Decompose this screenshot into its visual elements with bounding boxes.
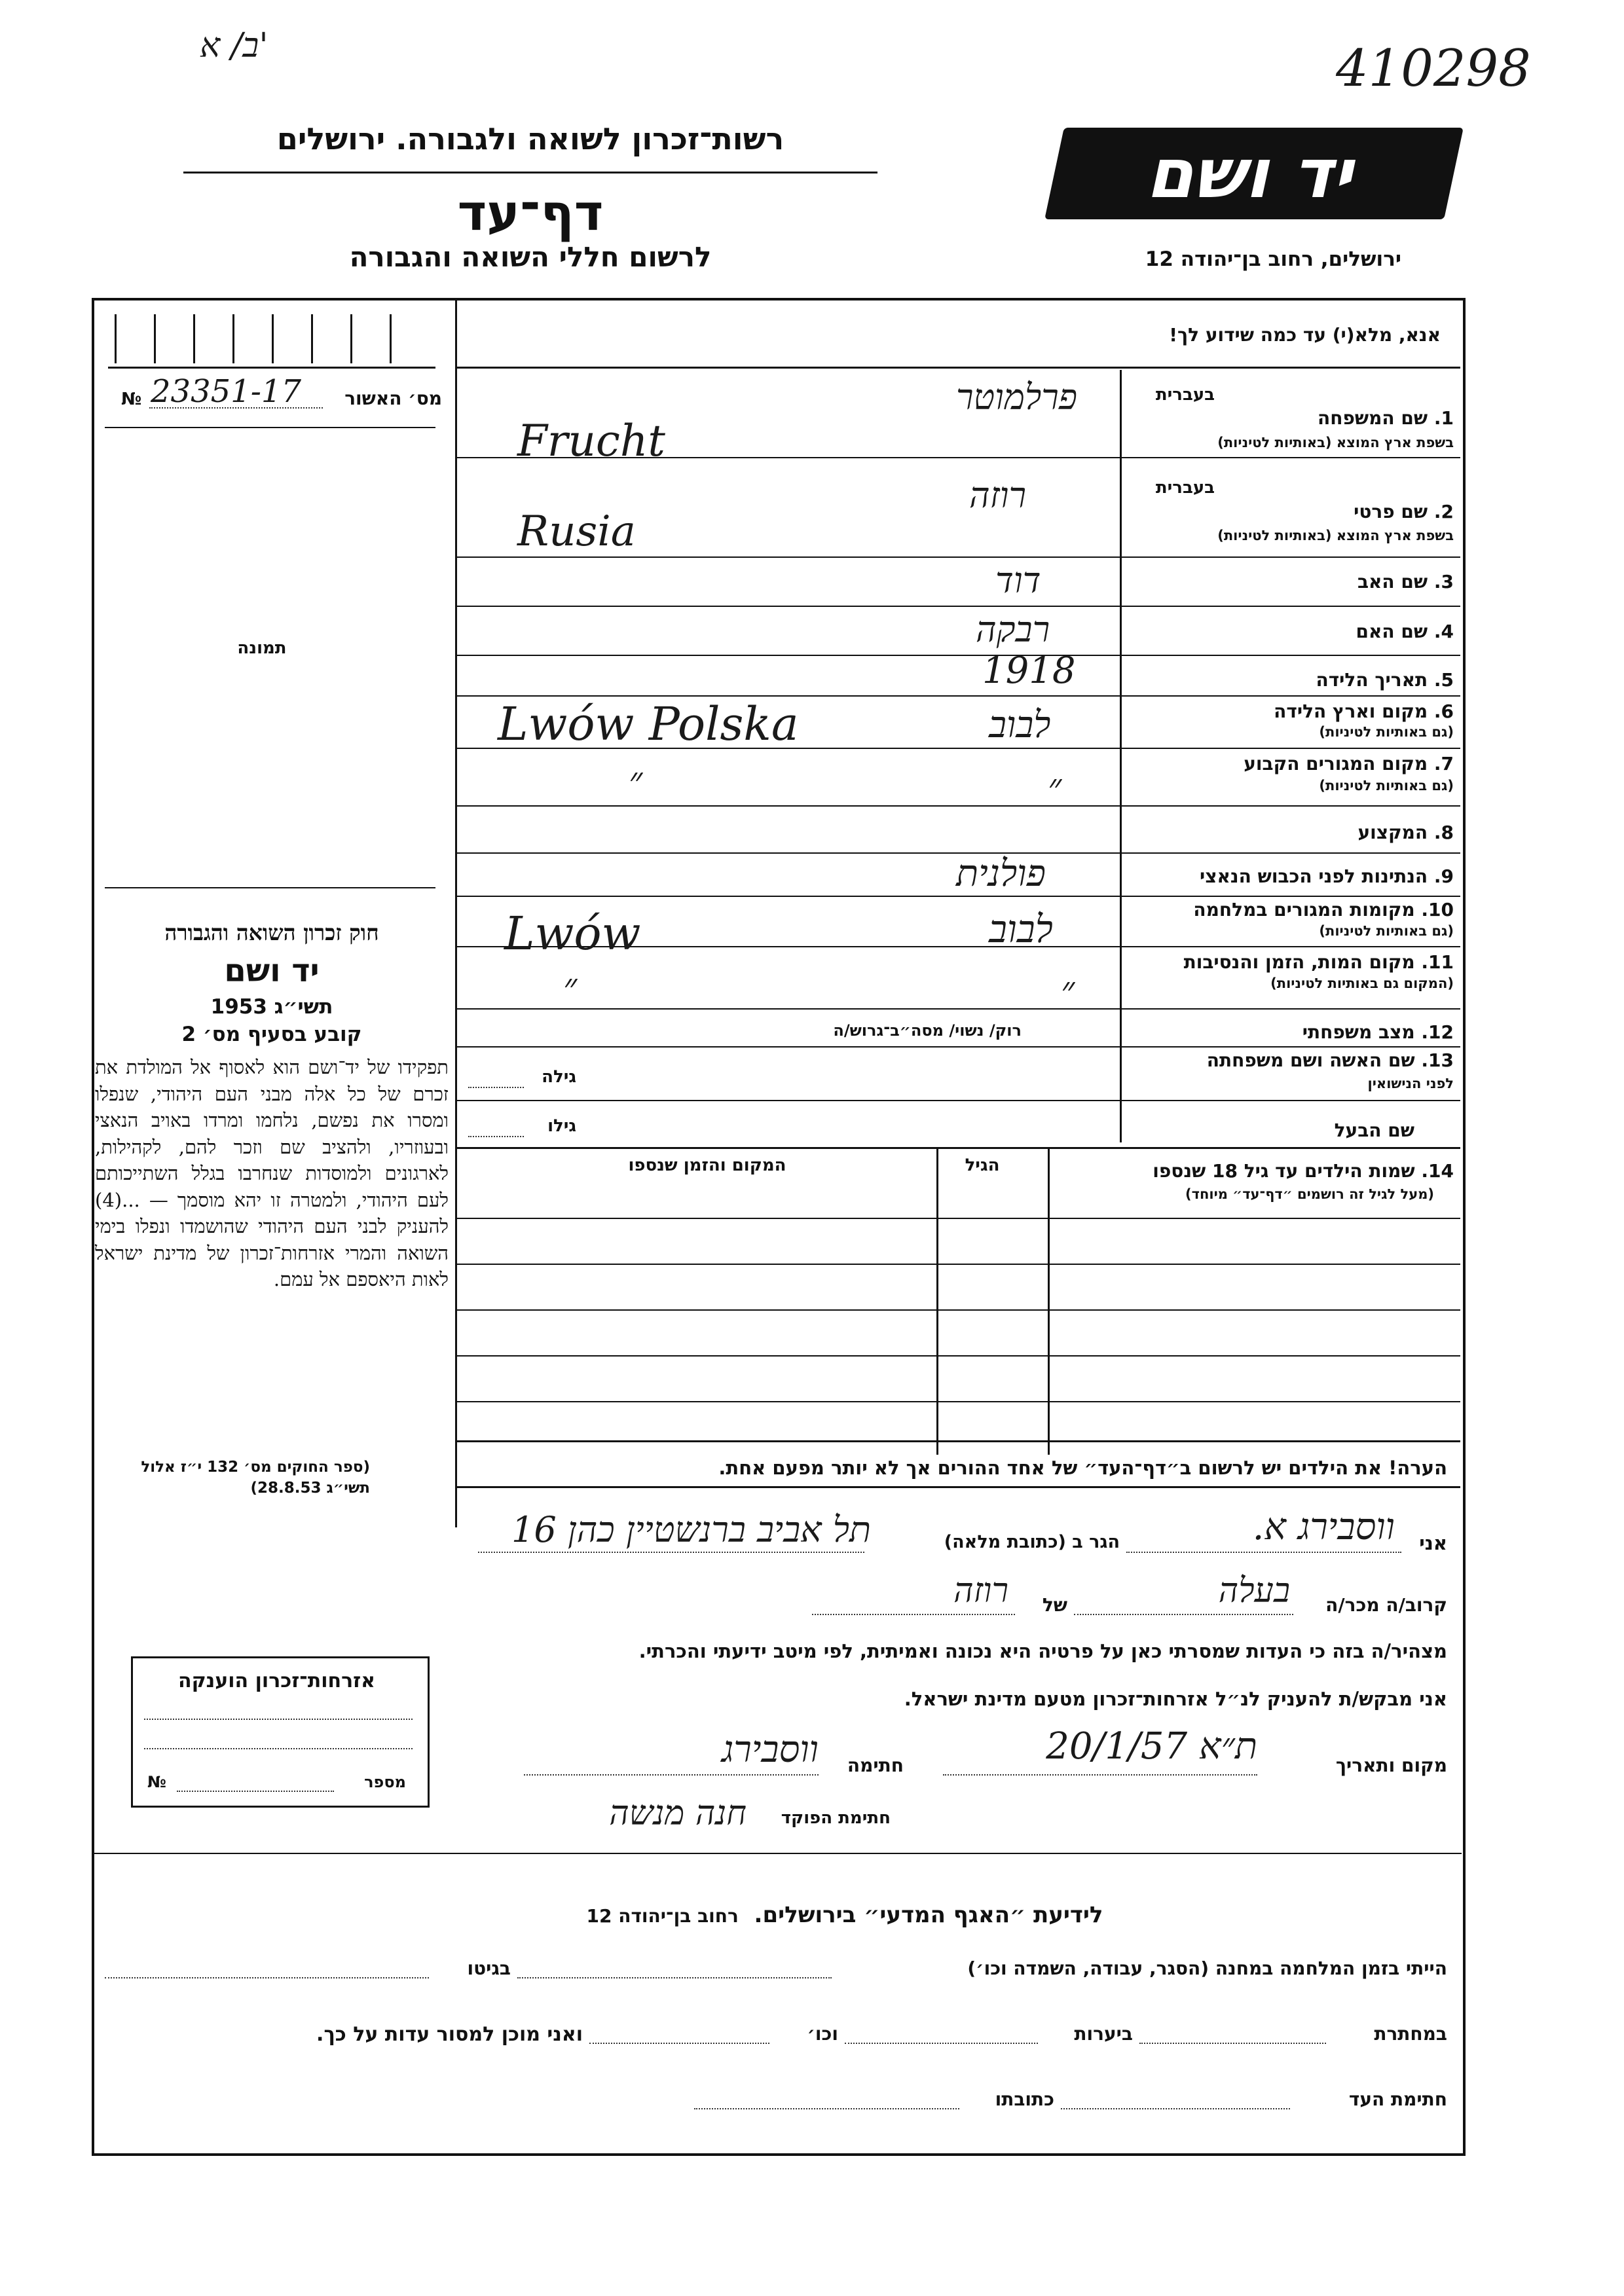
row-3-bottom xyxy=(456,606,1460,607)
decl-relation-line xyxy=(1074,1614,1293,1615)
children-col-1 xyxy=(1048,1147,1050,1455)
field-12-label xyxy=(1126,1021,1454,1043)
left-column-border xyxy=(455,299,457,1527)
field-13-text: שם האשה ושם משפחתה xyxy=(1206,1049,1415,1071)
field-7-label xyxy=(1126,753,1454,774)
info-witness-signature-line xyxy=(1061,2108,1290,2109)
row-13-bottom xyxy=(456,1100,1460,1101)
husband-label: שם הבעל xyxy=(1334,1120,1414,1141)
in-hebrew-2: בעברית xyxy=(1155,478,1215,498)
remark: הערה! את הילדים יש לרשום ב״דף־העד״ של אחד ההורים אך לא יותר מפעם אחת. xyxy=(718,1457,1447,1479)
info-ghetto-label: בגיטו xyxy=(467,1958,511,1979)
field-13-note: לפני הנישואין xyxy=(1367,1076,1454,1091)
children-text: שמות הילדים עד גיל 18 שנספו xyxy=(1153,1160,1415,1182)
citizenship-box-number-suffix: № xyxy=(147,1773,166,1791)
info-address-label: כתובתו xyxy=(995,2088,1054,2110)
wife-age-line xyxy=(468,1087,524,1088)
children-age-header: הגיל xyxy=(965,1156,1000,1175)
intro-bottom xyxy=(456,367,1460,369)
law-title: חוק זכרון השואה והגבורה xyxy=(164,920,379,945)
children-number: 14. xyxy=(1421,1160,1454,1182)
field-12-text: מצב משפחתי xyxy=(1302,1021,1415,1043)
field-8-text: המקצוע xyxy=(1357,822,1428,843)
decl-request: אני מבקש/ת להעניק לנ״ל אזרחות־זכרון מטעם מדינת ישראל. xyxy=(904,1688,1447,1710)
decl-place-date-label: מקום ותאריך xyxy=(1335,1755,1447,1776)
death-place-latin: ״ xyxy=(563,966,578,1008)
field-4-label xyxy=(1126,621,1454,642)
children-table-bottom xyxy=(456,1440,1460,1442)
field-11-text: מקום המות, הזמן והנסיבות xyxy=(1183,951,1415,973)
field-6-label xyxy=(1126,701,1454,722)
citizenship-box-number-line xyxy=(177,1791,334,1792)
children-col-2 xyxy=(936,1147,938,1455)
decl-place-date-line xyxy=(943,1774,1257,1776)
decl-signature-label: חתימה xyxy=(847,1755,904,1776)
info-top xyxy=(93,1853,1462,1854)
info-title-text: לידיעת ״האגף המדעי״ בירושלים. xyxy=(754,1902,1103,1928)
decl-ani: אני xyxy=(1419,1532,1447,1554)
first-name-hebrew: רוזה xyxy=(969,475,1027,516)
form-subtitle: לרשום חללי השואה והגבורה xyxy=(349,241,712,273)
field-2-text: שם פרטי xyxy=(1354,501,1428,522)
header-underline xyxy=(183,172,877,173)
approval-ticks xyxy=(108,308,435,369)
field-1-note: בשפת ארץ המוצא (באותיות לטיניות) xyxy=(1217,435,1454,450)
field-10-label xyxy=(1126,899,1454,920)
row-5-bottom xyxy=(456,695,1460,697)
field-label-column-border xyxy=(1120,370,1122,1142)
remark-bottom xyxy=(456,1486,1460,1488)
field-2-number: 2. xyxy=(1433,501,1454,522)
in-hebrew-1: בעברית xyxy=(1155,385,1215,405)
field-4-text: שם האם xyxy=(1356,621,1428,642)
authority-name: רשות־זכרון לשואה ולגבורה. ירושלים xyxy=(276,121,784,156)
photo-label: תמונה xyxy=(237,638,287,658)
children-note: (מעל לגיל זה רושמים ״דף־עד״ מיוחד) xyxy=(1185,1186,1434,1202)
first-name-latin: Rusia xyxy=(517,507,636,556)
field-11-label xyxy=(1126,951,1454,973)
field-7-number: 7. xyxy=(1433,753,1454,774)
field-11-number: 11. xyxy=(1421,951,1454,973)
info-etc-label: וכו׳ xyxy=(807,2023,838,2045)
photo-bottom xyxy=(105,887,435,888)
decl-of-line xyxy=(812,1614,1015,1615)
husband-age-line xyxy=(468,1136,524,1137)
decl-resides xyxy=(864,1532,1120,1552)
logo-text: יד ושם xyxy=(1142,134,1366,213)
decl-name: ווסבירג א. xyxy=(1252,1506,1395,1548)
field-1-number: 1. xyxy=(1433,407,1454,429)
info-forests-label: ביערות xyxy=(1074,2023,1133,2045)
law-year: תשי״ג 1953 xyxy=(210,995,333,1019)
row-2-bottom xyxy=(456,556,1460,558)
field-10-note: (גם באותיות לטיניות) xyxy=(1319,923,1454,939)
decl-officer-signature: חנה מנשה xyxy=(609,1794,747,1833)
birthplace-latin: Lwów Polska xyxy=(498,697,799,751)
field-9-number: 9. xyxy=(1433,866,1454,887)
nationality: פולנית xyxy=(956,852,1046,895)
decl-relative: קרוב/ה מכר/ה xyxy=(1325,1594,1447,1616)
wartime-residence-hebrew: לבוב xyxy=(989,907,1053,951)
info-ghetto-line xyxy=(105,1977,429,1978)
field-13-label xyxy=(1126,1049,1454,1071)
approval-number: 23351-17 xyxy=(151,373,301,410)
field-2-label xyxy=(1126,501,1454,522)
citizenship-box-number-label: מספר xyxy=(364,1773,406,1791)
decl-relation: בעלה xyxy=(1218,1571,1290,1611)
field-5-number: 5. xyxy=(1433,669,1454,691)
children-row-4 xyxy=(456,1355,1460,1357)
children-label xyxy=(1054,1160,1454,1182)
decl-signature: ווסבירג xyxy=(721,1728,819,1771)
death-place-hebrew: ״ xyxy=(1061,969,1075,1011)
father-name: דוד xyxy=(995,560,1041,601)
field-8-number: 8. xyxy=(1433,822,1454,843)
decl-officer-label: חתימת הפוקד xyxy=(781,1808,891,1828)
citizenship-box-line-2 xyxy=(144,1748,413,1749)
info-camp-label: הייתי בזמן המלחמה במחנה (הסגר, עבודה, השמדה וכו׳) xyxy=(967,1958,1447,1979)
field-6-text: מקום וארץ הלידה xyxy=(1274,701,1428,722)
law-name: יד ושם xyxy=(224,953,320,989)
residence-hebrew: ״ xyxy=(1048,766,1062,809)
field-3-text: שם האב xyxy=(1357,571,1428,592)
decl-place-date: ת״א 20/1/57 xyxy=(1046,1725,1257,1768)
field-2-note: בשפת ארץ המוצא (באותיות לטיניות) xyxy=(1217,528,1454,543)
field-13-number: 13. xyxy=(1421,1049,1454,1071)
field-6-note: (גם באותיות לטיניות) xyxy=(1319,724,1454,740)
residence-latin: ״ xyxy=(629,759,643,802)
field-10-number: 10. xyxy=(1421,899,1454,920)
law-source: (ספר החוקים מס׳ 132 י״ז אלול תשי״ג 28.8.53) xyxy=(141,1459,370,1497)
marital-status-options: רוק/ נשוי/ מסה״ב־גרוש/ה xyxy=(833,1021,1022,1040)
decl-of: של xyxy=(1042,1594,1067,1616)
field-7-text: מקום המגורים הקבוע xyxy=(1244,753,1428,774)
info-title xyxy=(498,1902,1192,1928)
approval-number-line xyxy=(149,407,323,409)
husband-age-label: גילו xyxy=(547,1116,576,1136)
law-section: קובע בסעיף מס׳ 2 xyxy=(181,1023,362,1046)
wartime-residence-latin: Lwów xyxy=(504,907,641,960)
children-row-2 xyxy=(456,1264,1460,1265)
birthplace-hebrew: לבוב xyxy=(989,704,1051,746)
yad-vashem-logo xyxy=(1044,128,1464,219)
field-6-number: 6. xyxy=(1433,701,1454,722)
field-10-text: מקומות המגורים במלחמה xyxy=(1193,899,1415,920)
field-7-note: (גם באותיות לטיניות) xyxy=(1319,778,1454,793)
top-left-annotation: ב/ א' xyxy=(200,26,268,65)
decl-address-label: (כתובת מלאה) xyxy=(944,1532,1066,1552)
children-row-3 xyxy=(456,1309,1460,1311)
row-14-bottom xyxy=(456,1147,1460,1149)
decl-of-value: רוזה xyxy=(953,1571,1008,1611)
form-title: דף־עד xyxy=(457,183,604,242)
field-1-text: שם המשפחה xyxy=(1318,407,1428,429)
info-underground-label: במחתרת xyxy=(1374,2023,1447,2045)
approval-label: מס׳ האשור xyxy=(344,388,442,409)
row-11-bottom xyxy=(456,1008,1460,1010)
law-text: תפקידו של יד־ושם הוא לאסוף אל המולדת את זכרם של כל אלה מבני העם היהודי, שנפלו ומסרו את נפשם, נלחמו ומרדו באויב הנאצי ובעוזריו, ולהציב שם וזכר להם, לקהילות, לארגונים ולמוסדות שנחרבו בגלל השתייכותם לעם היהודי, ולמטרה זו יהא מוסמך — ...(4) להעניק לבני העם היהודי שהושמדו ונפלו בימי השואה והמרי אזרחות־זכרון של מדינת ישראל לאות היאספם אל עמם. xyxy=(95,1056,449,1290)
approval-bottom xyxy=(105,427,435,428)
citizenship-box-line-1 xyxy=(144,1719,413,1720)
wife-age-label: גילה xyxy=(542,1067,576,1087)
intro-text: אנא, מלא(י) עד כמה שידוע לך! xyxy=(1169,324,1441,346)
field-11-note: (המקום גם באותיות לטיניות) xyxy=(1270,975,1454,991)
children-row-5 xyxy=(456,1401,1460,1402)
decl-name-line xyxy=(1126,1552,1401,1553)
decl-signature-line xyxy=(524,1774,819,1776)
row-12-bottom xyxy=(456,1046,1460,1048)
row-7-bottom xyxy=(456,805,1460,807)
archive-number: 410298 xyxy=(1336,39,1531,98)
address: ירושלים, רחוב בן־יהודה 12 xyxy=(1145,247,1401,271)
decl-address-line xyxy=(478,1552,864,1553)
decl-resides-text: הגר ב xyxy=(1072,1532,1120,1552)
row-4-bottom xyxy=(456,655,1460,656)
field-8-label xyxy=(1126,822,1454,843)
field-3-label xyxy=(1126,571,1454,592)
info-camp-line xyxy=(517,1977,832,1978)
field-4-number: 4. xyxy=(1433,621,1454,642)
field-12-number: 12. xyxy=(1421,1021,1454,1043)
info-underground-line xyxy=(1139,2043,1326,2044)
citizenship-box-title: אזרחות־זכרון הוענקה xyxy=(177,1669,376,1692)
decl-statement: מצהיר/ה בזה כי העדות שמסרתי כאן על פרטיה היא נכונה ואמיתית, לפי מיטב ידיעתי והכרתי. xyxy=(638,1640,1447,1662)
surname-latin: Frucht xyxy=(517,416,665,466)
surname-hebrew: פרלמוטר xyxy=(956,376,1078,418)
info-address: רחוב בן־יהודה 12 xyxy=(586,1905,739,1927)
info-willing-label: ואני מוכן למסור עדות על כך. xyxy=(316,2023,583,2046)
field-9-text: הנתינות לפני הכבוש הנאצי xyxy=(1200,866,1428,887)
children-row-1 xyxy=(456,1218,1460,1219)
field-3-number: 3. xyxy=(1433,571,1454,592)
info-etc-line xyxy=(589,2043,769,2044)
info-witness-signature-label: חתימת העד xyxy=(1348,2088,1447,2110)
info-address-line xyxy=(694,2108,959,2109)
field-9-label xyxy=(1126,866,1454,887)
approval-number-suffix: № xyxy=(121,390,142,409)
field-5-label xyxy=(1126,669,1454,691)
children-place-header: המקום והזמן שנספו xyxy=(628,1156,786,1175)
field-1-label xyxy=(1126,407,1454,429)
birth-date: 1918 xyxy=(982,649,1076,692)
row-9-bottom xyxy=(456,896,1460,897)
decl-address: תל אביב ברנשטיין כהן 16 xyxy=(511,1509,871,1550)
field-5-text: תאריך הלידה xyxy=(1316,669,1428,691)
mother-name: רבקה xyxy=(976,609,1050,650)
info-forests-line xyxy=(845,2043,1038,2044)
